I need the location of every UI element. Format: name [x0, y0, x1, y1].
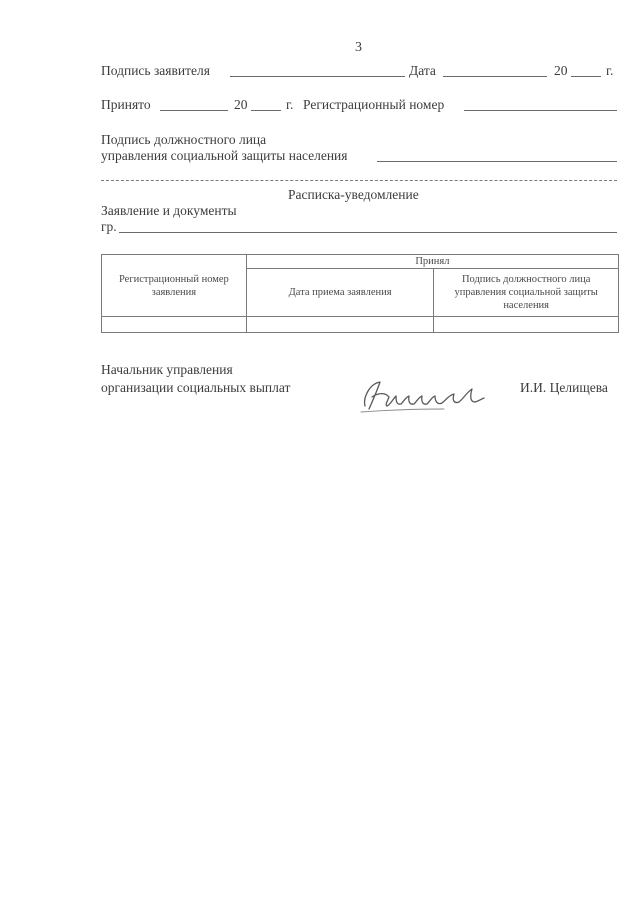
handwritten-signature — [358, 376, 490, 414]
citizen-prefix: гр. — [101, 219, 117, 234]
accepted-year-field[interactable] — [251, 110, 281, 111]
date-field[interactable] — [443, 76, 547, 77]
accepted-label: Принято — [101, 97, 151, 112]
official-signature-field[interactable] — [377, 161, 617, 162]
registration-table — [101, 254, 619, 333]
header-acceptance-date: Дата приема заявления — [246, 269, 434, 317]
year-field[interactable] — [571, 76, 601, 77]
accepted-year-prefix: 20 — [234, 97, 248, 112]
registration-number-field[interactable] — [464, 110, 617, 111]
header-official-signature: Подпись должностного лица управления социальной защиты населения — [434, 269, 619, 317]
accepted-year-suffix: г. — [286, 97, 294, 112]
year-prefix: 20 — [554, 63, 568, 78]
cell-registration-number[interactable] — [102, 317, 247, 333]
header-accepted-by: Принял — [246, 255, 618, 269]
cell-acceptance-date[interactable] — [246, 317, 434, 333]
accepted-date-field[interactable] — [160, 110, 228, 111]
citizen-name-field[interactable] — [119, 232, 617, 233]
official-department-label: управления социальной защиты населения — [101, 148, 348, 163]
official-signature-label: Подпись должностного лица — [101, 132, 267, 147]
cut-line — [101, 180, 617, 181]
applicant-signature-field[interactable] — [230, 76, 405, 77]
receipt-title: Расписка-уведомление — [288, 187, 419, 202]
footer-position-line1: Начальник управления — [101, 362, 233, 377]
footer-signatory-name: И.И. Целищева — [520, 380, 608, 395]
year-suffix: г. — [606, 63, 614, 78]
page-number: 3 — [355, 40, 362, 55]
header-registration-number: Регистрационный номер заявления — [102, 255, 247, 317]
cell-official-signature[interactable] — [434, 317, 619, 333]
date-label: Дата — [409, 63, 436, 78]
registration-number-label: Регистрационный номер — [303, 97, 445, 112]
applicant-signature-label: Подпись заявителя — [101, 63, 210, 78]
footer-position-line2: организации социальных выплат — [101, 380, 291, 395]
documents-label: Заявление и документы — [101, 203, 237, 218]
